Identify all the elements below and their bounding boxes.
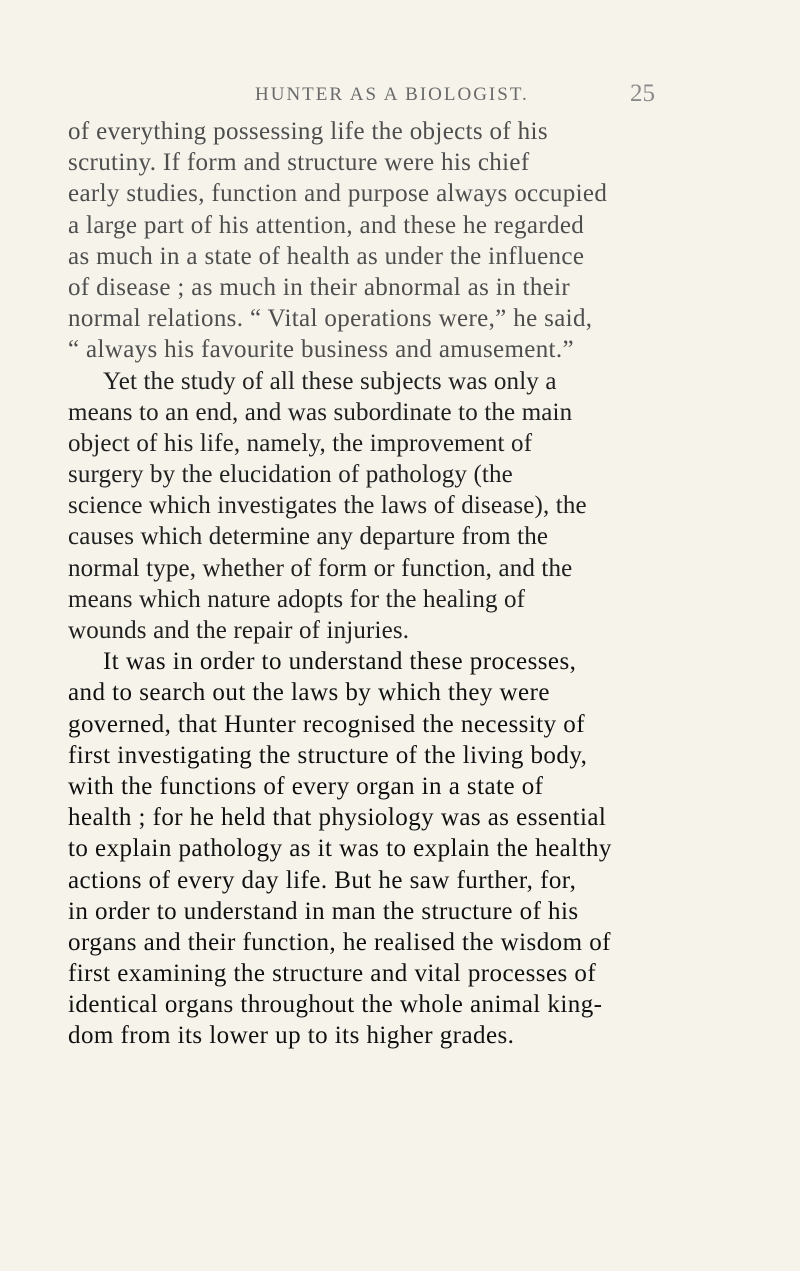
text-line: science which investigates the laws of disease), the — [68, 492, 587, 520]
text-line: in order to understand in man the structure of his — [68, 897, 579, 925]
text-line: identical organs throughout the whole animal king- — [68, 991, 603, 1019]
paragraph-start-line: Yet the study of all these subjects was only a — [103, 367, 557, 395]
text-line: of everything possessing life the objects of his — [68, 118, 548, 145]
running-head: HUNTER AS A BIOLOGIST. — [255, 84, 529, 105]
text-line: governed, that Hunter recognised the necessity of — [68, 710, 586, 738]
text-line: dom from its lower up to its higher grades. — [68, 1022, 515, 1050]
text-line: with the functions of every organ in a state of — [68, 772, 544, 800]
text-line: object of his life, namely, the improvement of — [68, 429, 533, 457]
text-line: actions of every day life. But he saw further, for, — [68, 866, 577, 894]
text-line: a large part of his attention, and these he regarded — [68, 211, 585, 239]
text-line: health ; for he held that physiology was as essential — [68, 804, 607, 832]
text-line: scrutiny. If form and structure were his chief — [68, 149, 530, 177]
paragraph-start-line: It was in order to understand these processes, — [103, 648, 577, 676]
page-header — [255, 80, 655, 108]
text-line: first investigating the structure of the living body, — [68, 741, 588, 769]
page-number: 25 — [630, 80, 655, 107]
text-line: first examining the structure and vital processes of — [68, 960, 597, 988]
text-line: to explain pathology as it was to explain the healthy — [68, 835, 612, 863]
text-line: normal type, whether of form or function, and the — [68, 554, 573, 582]
text-line: causes which determine any departure from the — [68, 523, 549, 551]
text-line: wounds and the repair of injuries. — [68, 617, 410, 644]
text-line: early studies, function and purpose always occupied — [68, 180, 608, 208]
text-line: and to search out the laws by which they were — [68, 679, 550, 707]
text-line: as much in a state of health as under the influence — [68, 242, 585, 270]
text-line: organs and their function, he realised the wisdom of — [68, 928, 611, 956]
text-line: normal relations. “ Vital operations were,” he said, — [68, 305, 593, 333]
text-line: surgery by the elucidation of pathology (the — [68, 461, 513, 489]
text-line: means which nature adopts for the healing of — [68, 585, 526, 613]
text-line: of disease ; as much in their abnormal as in their — [68, 273, 571, 301]
body-text — [68, 116, 664, 1052]
text-line: “ always his favourite business and amusement.” — [68, 336, 574, 364]
text-line: means to an end, and was subordinate to the main — [68, 398, 573, 426]
